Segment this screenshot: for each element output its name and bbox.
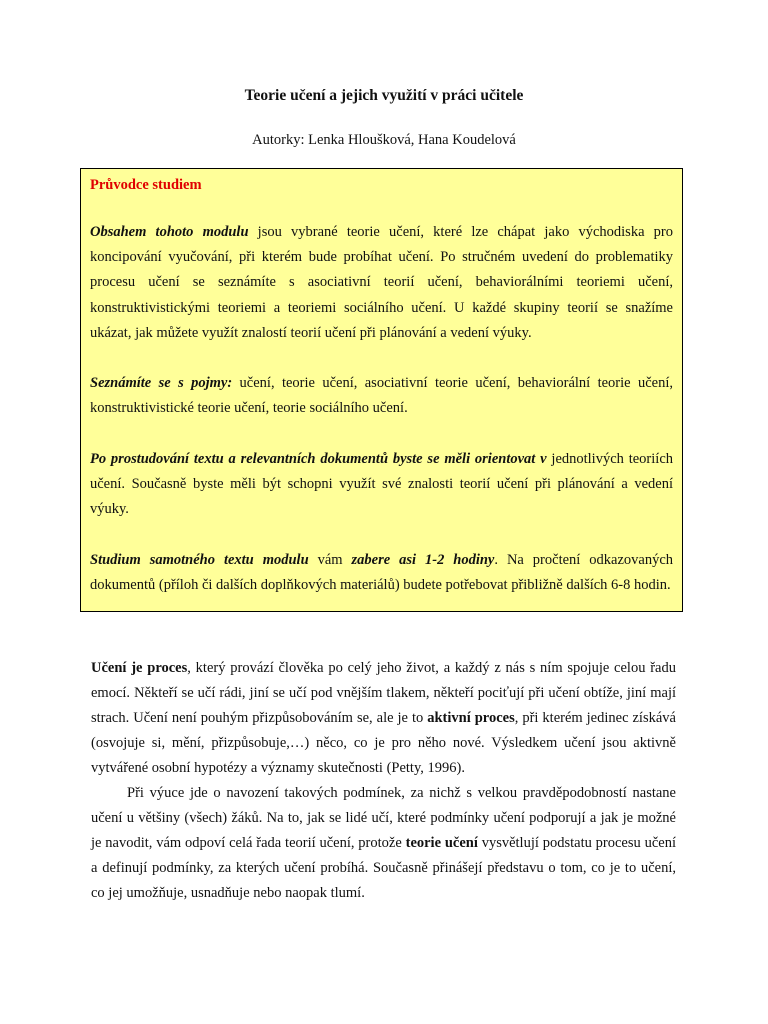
main-body-text bbox=[91, 656, 676, 906]
body-p2-text-2: vysvětlují podstatu procesu učení a definují podmínky, za kterých učení probíhá. Současně přinášejí představu o tom, co je to učení, co jej umožňuje, usnadňuje nebo naopak tlumí. bbox=[91, 835, 676, 901]
guide-p3-text: jednotlivých teoriích učení. Současně byste měli být schopni využít své znalosti teorií učení při plánování a vedení výuky. bbox=[90, 450, 673, 518]
body-p1-bold-2: aktivní proces bbox=[427, 710, 515, 726]
body-p2-text-1: Při výuce jde o navození takových podmínek, za nichž s velkou pravděpodobností nastane učení u většiny (všech) žáků. Na to, jak se lidé učí, které podmínky učení podporují a jak je možné je navodit, vám odpoví celá řada teorií učení, protože bbox=[91, 785, 676, 851]
document-authors: Autorky: Lenka Hloušková, Hana Koudelová bbox=[252, 132, 516, 148]
body-p2-bold: teorie učení bbox=[405, 835, 478, 851]
body-p1-text-2: , při kterém jedinec získává (osvojuje si, mění, přizpůsobuje,…) něco, co je pro něho nové. Výsledkem učení jsou aktivně vytvářené osobní hypotézy a významy skutečnosti (Petty, 1996). bbox=[91, 710, 676, 776]
guide-p2-lead: Seznámíte se s pojmy: bbox=[90, 375, 233, 392]
guide-paragraph-module-content bbox=[90, 220, 673, 346]
study-guide-box bbox=[80, 168, 683, 612]
guide-p4-text: . Na pročtení odkazovaných dokumentů (příloh či dalších doplňkových materiálů) budete potřebovat přibližně dalších 6-8 hodin. bbox=[90, 551, 674, 593]
guide-p4-emph: zabere asi 1-2 hodiny bbox=[351, 551, 495, 568]
guide-paragraph-concepts bbox=[90, 371, 673, 421]
study-guide-heading: Průvodce studiem bbox=[90, 177, 202, 193]
body-paragraph-2 bbox=[91, 781, 676, 906]
guide-p1-text: jsou vybrané teorie učení, které lze chápat jako východiska pro koncipování vyučování, při kterém bude probíhat učení. Po stručném uvedení do problematiky procesu učení se seznámíte s asociativní teorií učení, behaviorálními teoriemi učení, konstruktivistickými teoriemi a teoriemi sociálního učení. U každé skupiny teorií se snažíme ukázat, jak můžete využít znalostí teorií učení při plánování a vedení výuky. bbox=[90, 224, 673, 341]
guide-paragraph-goals bbox=[90, 447, 673, 523]
document-title: Teorie učení a jejich využití v práci učitele bbox=[244, 87, 524, 104]
body-paragraph-1 bbox=[91, 656, 676, 781]
body-p1-text-1: , který provází člověka po celý jeho život, a každý z nás s ním spojuje celou řadu emocí. Někteří se učí rádi, jiní se učí pod vnějším tlakem, někteří pociťují při učení obtíže, jiní mají strach. Učení není pouhým přizpůsobováním se, ale je to bbox=[91, 660, 676, 726]
guide-p2-text: učení, teorie učení, asociativní teorie učení, behaviorální teorie učení, konstruktivistické teorie učení, teorie sociálního učení. bbox=[90, 375, 673, 417]
guide-p1-lead: Obsahem tohoto modulu bbox=[90, 224, 249, 240]
guide-paragraph-time bbox=[90, 548, 673, 598]
body-p1-bold-1: Učení je proces bbox=[91, 660, 188, 676]
guide-p4-mid: vám bbox=[308, 551, 352, 568]
guide-p3-lead: Po prostudování textu a relevantních dokumentů byste se měli orientovat v bbox=[90, 450, 547, 467]
guide-p4-lead: Studium samotného textu modulu bbox=[90, 551, 309, 568]
